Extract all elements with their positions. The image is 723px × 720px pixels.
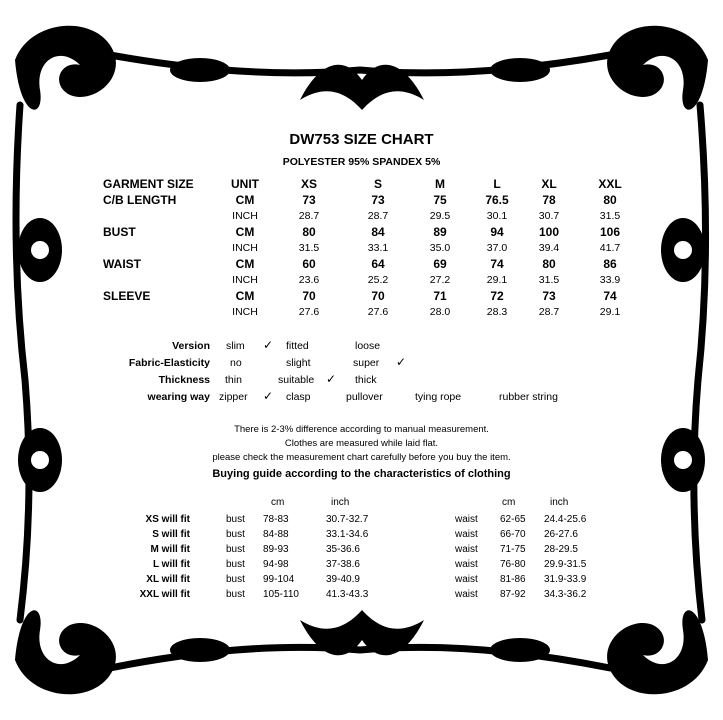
guide-waist-cm: 71-75 <box>500 544 526 555</box>
option-super: super <box>353 357 380 369</box>
unit-inch: INCH <box>232 306 258 318</box>
guide-bust-inch: 35-36.6 <box>326 544 360 555</box>
unit-cm: CM <box>235 289 255 303</box>
cell: 28.7 <box>298 210 320 222</box>
guide-waist-cm: 76-80 <box>500 559 526 570</box>
row-label-cb-length: C/B LENGTH <box>103 193 177 207</box>
cell: 60 <box>302 257 316 271</box>
cell: 100 <box>538 225 560 239</box>
guide-bust-cm: 78-83 <box>263 514 289 525</box>
cell: 74 <box>490 257 504 271</box>
cell: 28.7 <box>367 210 389 222</box>
cell: 84 <box>371 225 385 239</box>
cell: 78 <box>542 193 556 207</box>
option-fitted: fitted <box>286 340 309 352</box>
row-label-sleeve: SLEEVE <box>103 289 151 303</box>
cell: 23.6 <box>298 274 320 286</box>
cell: 80 <box>302 225 316 239</box>
cell: 94 <box>490 225 504 239</box>
cell: 39.4 <box>538 242 560 254</box>
guide-bust-inch: 37-38.6 <box>326 559 360 570</box>
cell: 80 <box>542 257 556 271</box>
cell: 29.1 <box>599 306 621 318</box>
cell: 73 <box>371 193 385 207</box>
guide-waist-cm: 81-86 <box>500 574 526 585</box>
cell: 28.0 <box>429 306 451 318</box>
cell: 35.0 <box>429 242 451 254</box>
header-garment-size: GARMENT SIZE <box>103 177 194 191</box>
option-rubber-string: rubber string <box>499 391 558 403</box>
guide-bust-cm: 94-98 <box>263 559 289 570</box>
cell: 31.5 <box>298 242 320 254</box>
check-icon: ✓ <box>263 338 274 352</box>
option-thin: thin <box>225 374 242 386</box>
cell: 25.2 <box>367 274 389 286</box>
guide-waist-word: waist <box>455 514 478 525</box>
cell: 75 <box>433 193 447 207</box>
note-measurement-difference: There is 2-3% difference according to manual measurement. <box>234 424 489 435</box>
option-zipper: zipper <box>219 391 248 403</box>
guide-bust-word: bust <box>226 574 245 585</box>
cell: 73 <box>542 289 556 303</box>
guide-waist-inch: 31.9-33.9 <box>544 574 587 585</box>
guide-waist-word: waist <box>455 589 478 600</box>
option-clasp: clasp <box>286 391 311 403</box>
row-label-bust: BUST <box>103 225 136 239</box>
header-xl: XL <box>541 177 557 191</box>
guide-bust-cm: 99-104 <box>263 574 295 585</box>
header-l: L <box>493 177 501 191</box>
cell: 31.5 <box>599 210 621 222</box>
option-pullover: pullover <box>346 391 383 403</box>
option-no: no <box>230 357 242 369</box>
cell: 80 <box>603 193 617 207</box>
cell: 29.5 <box>429 210 451 222</box>
guide-bust-inch-header: inch <box>331 497 350 508</box>
guide-size-label: S will fit <box>152 529 190 540</box>
cell: 64 <box>371 257 385 271</box>
fabric-composition: POLYESTER 95% SPANDEX 5% <box>282 156 441 168</box>
guide-bust-word: bust <box>226 544 245 555</box>
cell: 30.7 <box>538 210 560 222</box>
guide-waist-word: waist <box>455 529 478 540</box>
unit-cm: CM <box>235 193 255 207</box>
attr-label-wearing-way: wearing way <box>147 391 210 403</box>
header-m: M <box>435 177 445 191</box>
note-laid-flat: Clothes are measured while laid flat. <box>284 438 439 449</box>
unit-cm: CM <box>235 257 255 271</box>
guide-bust-cm-header: cm <box>271 497 285 508</box>
cell: 29.1 <box>486 274 508 286</box>
guide-bust-cm: 89-93 <box>263 544 289 555</box>
guide-bust-word: bust <box>226 589 245 600</box>
cell: 37.0 <box>486 242 508 254</box>
page-title: DW753 SIZE CHART <box>289 131 434 148</box>
option-slight: slight <box>286 357 311 369</box>
guide-waist-cm-header: cm <box>502 497 516 508</box>
cell: 28.7 <box>538 306 560 318</box>
header-xxl: XXL <box>598 177 622 191</box>
guide-waist-cm: 87-92 <box>500 589 526 600</box>
cell: 33.9 <box>599 274 621 286</box>
guide-waist-inch: 26-27.6 <box>544 529 578 540</box>
header-xs: XS <box>300 177 317 191</box>
cell: 106 <box>599 225 621 239</box>
header-unit: UNIT <box>231 177 259 191</box>
check-icon: ✓ <box>263 389 274 403</box>
unit-inch: INCH <box>232 210 258 222</box>
guide-waist-inch-header: inch <box>550 497 569 508</box>
cell: 33.1 <box>367 242 389 254</box>
cell: 86 <box>603 257 617 271</box>
cell: 27.6 <box>298 306 320 318</box>
note-check-chart: please check the measurement chart carefully before you buy the item. <box>212 452 511 463</box>
guide-waist-cm: 66-70 <box>500 529 526 540</box>
cell: 41.7 <box>599 242 621 254</box>
guide-size-label: XL will fit <box>146 574 190 585</box>
unit-inch: INCH <box>232 242 258 254</box>
guide-bust-word: bust <box>226 514 245 525</box>
check-icon: ✓ <box>396 355 407 369</box>
attr-label-thickness: Thickness <box>158 374 210 386</box>
attr-label-elasticity: Fabric-Elasticity <box>128 357 210 369</box>
guide-waist-inch: 29.9-31.5 <box>544 559 587 570</box>
guide-size-label: XS will fit <box>145 514 190 525</box>
guide-waist-inch: 28-29.5 <box>544 544 578 555</box>
row-label-waist: WAIST <box>103 257 141 271</box>
cell: 76.5 <box>485 193 509 207</box>
guide-waist-inch: 24.4-25.6 <box>544 514 587 525</box>
guide-bust-word: bust <box>226 559 245 570</box>
guide-waist-cm: 62-65 <box>500 514 526 525</box>
cell: 70 <box>371 289 385 303</box>
cell: 72 <box>490 289 504 303</box>
guide-size-label: XXL will fit <box>139 589 190 600</box>
option-slim: slim <box>226 340 245 352</box>
cell: 74 <box>603 289 617 303</box>
cell: 31.5 <box>538 274 560 286</box>
cell: 69 <box>433 257 447 271</box>
option-thick: thick <box>355 374 377 386</box>
guide-waist-word: waist <box>455 544 478 555</box>
option-tying-rope: tying rope <box>415 391 462 403</box>
guide-size-label: M will fit <box>150 544 190 555</box>
option-loose: loose <box>355 340 381 352</box>
guide-bust-inch: 41.3-43.3 <box>326 589 369 600</box>
check-icon: ✓ <box>326 372 337 386</box>
buying-guide-title: Buying guide according to the characteristics of clothing <box>212 468 511 480</box>
guide-waist-inch: 34.3-36.2 <box>544 589 587 600</box>
guide-bust-cm: 105-110 <box>263 589 299 600</box>
cell: 71 <box>433 289 447 303</box>
cell: 73 <box>302 193 316 207</box>
cell: 27.6 <box>367 306 389 318</box>
cell: 27.2 <box>429 274 451 286</box>
unit-inch: INCH <box>232 274 258 286</box>
header-s: S <box>373 177 382 191</box>
cell: 70 <box>302 289 316 303</box>
guide-bust-inch: 33.1-34.6 <box>326 529 369 540</box>
guide-size-label: L will fit <box>152 559 190 570</box>
guide-bust-inch: 30.7-32.7 <box>326 514 369 525</box>
cell: 28.3 <box>486 306 508 318</box>
guide-bust-inch: 39-40.9 <box>326 574 360 585</box>
guide-waist-word: waist <box>455 574 478 585</box>
guide-bust-word: bust <box>226 529 245 540</box>
guide-bust-cm: 84-88 <box>263 529 289 540</box>
cell: 89 <box>433 225 447 239</box>
attr-label-version: Version <box>172 340 210 352</box>
cell: 30.1 <box>486 210 508 222</box>
option-suitable: suitable <box>278 374 315 386</box>
guide-waist-word: waist <box>455 559 478 570</box>
unit-cm: CM <box>235 225 255 239</box>
